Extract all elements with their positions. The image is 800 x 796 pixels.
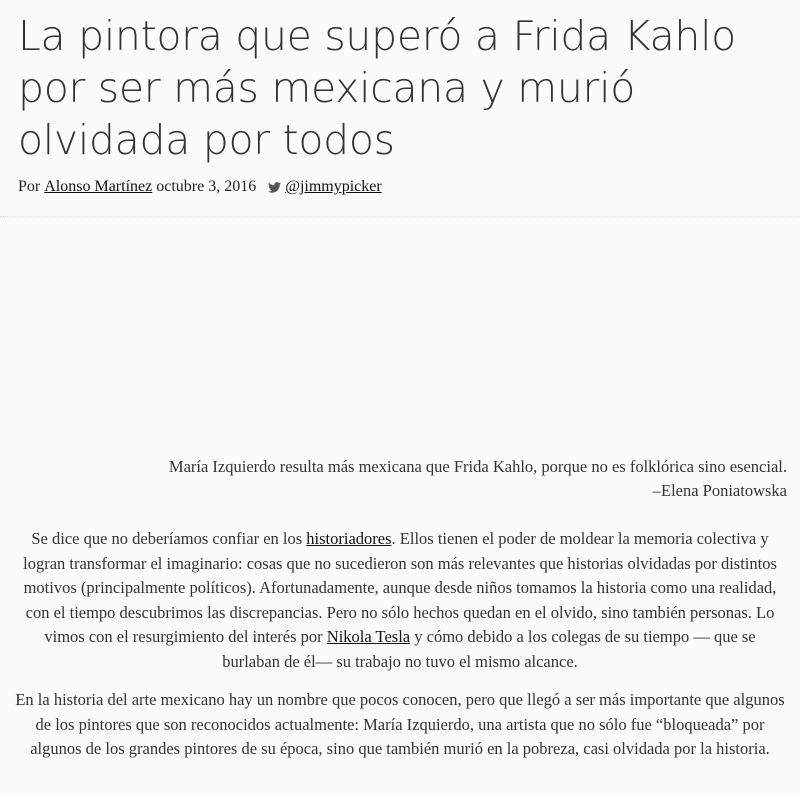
paragraph-1 bbox=[14, 527, 786, 674]
epigraph-quote: María Izquierdo resulta más mexicana que Frida Kahlo, porque no es folklórica sino esencial. bbox=[168, 457, 787, 476]
paragraph-1-text-2: . Ellos tienen el poder de moldear la memoria colectiva y logran transformar el imaginario: cosas que no sucedieron son más relevantes que historias olvidadas por distintos motivos (principalmente políticos). Afortunadamente, aunque desde niños tomamos la historia como una realidad, con el tiempo descubrimos las discrepancias. Pero no sólo hechos quedan en el olvido, sino también personas. Lo vimos con el resurgimiento del interés por bbox=[23, 529, 777, 646]
article-title: La pintora que superó a Frida Kahlo por ser más mexicana y murió olvidada por todos bbox=[18, 12, 736, 164]
author-link[interactable]: Alonso Martínez bbox=[44, 178, 153, 195]
twitter-bird-icon bbox=[268, 182, 281, 193]
byline bbox=[18, 178, 782, 196]
publish-date: octubre 3, 2016 bbox=[156, 178, 257, 195]
article-header bbox=[0, 0, 800, 196]
byline-prefix: Por bbox=[18, 178, 41, 195]
hero-image-placeholder bbox=[0, 217, 800, 437]
epigraph-attribution: –Elena Poniatowska bbox=[652, 481, 787, 500]
article-body bbox=[14, 527, 786, 776]
twitter-handle-link[interactable]: @jimmypicker bbox=[285, 178, 382, 195]
paragraph-1-text-3: y cómo debido a los colegas de su tiempo — que se burlaban de él— su trabajo no tuvo el mismo alcance. bbox=[222, 627, 756, 671]
epigraph bbox=[169, 455, 787, 503]
nikola-tesla-link[interactable]: Nikola Tesla bbox=[326, 627, 411, 646]
paragraph-2: En la historia del arte mexicano hay un nombre que pocos conocen, pero que llegó a ser más importante que algunos de los pintores que son reconocidos actualmente: María Izquierdo, una artista que no sólo fue “bloqueada” por algunos de los grandes pintores de su época, sino que también murió en la pobreza, casi olvidada por la historia. bbox=[15, 690, 785, 758]
paragraph-1-text: Se dice que no deberíamos confiar en los bbox=[31, 529, 307, 548]
historiadores-link[interactable]: historiadores bbox=[306, 529, 392, 548]
